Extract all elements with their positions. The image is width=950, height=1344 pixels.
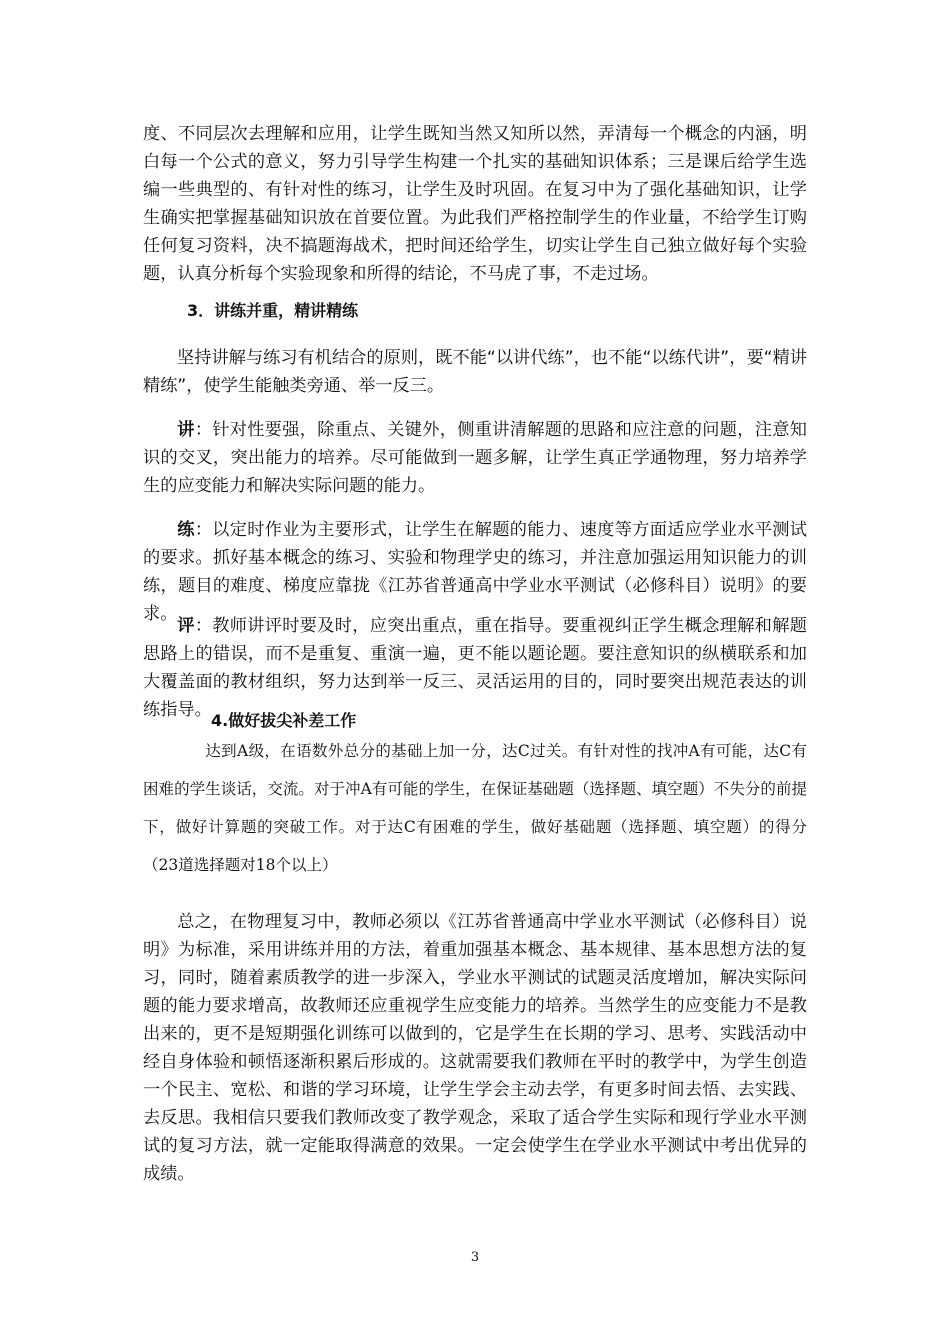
paragraph-basics: 度、不同层次去理解和应用，让学生既知当然又知所以然，弄清每一个概念的内涵，明白每一个公式的意义，努力引导学生构建一个扎实的基础知识体系；三是课后给学生选编一些典型的、有针对性的练习，让学生及时巩固。在复习中为了强化基础知识，让学生确实把掌握基础知识放在首要位置。为此我们严格控制学生的作业量，不给学生订购任何复习资料，决不搞题海战术，把时间还给学生，切实让学生自己独立做好每个实验题，认真分析每个实验现象和所得的结论，不马虎了事，不走过场。	[143, 124, 807, 284]
ping-label: 评	[177, 616, 195, 636]
lian-label: 练	[177, 520, 195, 540]
ping-text: ：教师讲评时要及时，应突出重点，重在指导。要重视纠正学生概念理解和解题思路上的错误，而不是重复、重演一遍，更不能以题论题。要注意知识的纵横联系和加大覆盖面的教材组织，努力达到举一反三、灵活运用的目的，同时要突出规范表达的训练指导。	[143, 616, 807, 720]
paragraph-principle-text: 坚持讲解与练习有机结合的原则，既不能“以讲代练”，也不能“以练代讲”，要“精讲精练”，使学生能触类旁通、举一反三。	[143, 348, 807, 396]
paragraph-top-students-text: 达到A级，在语数外总分的基础上加一分，达C过关。有针对性的找冲A有可能，达C有困难的学生谈话，交流。对于冲A有可能的学生，在保证基础题（选择题、填空题）不失分的前提下，做好计算题的突破工作。对于达C有困难的学生，做好基础题（选择题、填空题）的得分（23道选择题对18个以上）	[143, 742, 807, 874]
section-heading-4: 4.做好拔尖补差工作	[211, 711, 357, 730]
lian-text: ：以定时作业为主要形式，让学生在解题的能力、速度等方面适应学业水平测试的要求。抓好基本概念的练习、实验和物理学史的练习，并注意加强运用知识能力的训练，题目的难度、梯度应靠拢《江苏省普通高中学业水平测试（必修科目）说明》的要求。	[143, 520, 807, 624]
paragraph-principle	[143, 344, 807, 400]
page-number: 3	[470, 1250, 480, 1265]
paragraph-top-students	[143, 732, 807, 884]
paragraph-conclusion-text: 总之，在物理复习中，教师必须以《江苏省普通高中学业水平测试（必修科目）说明》为标准，采用讲练并用的方法，着重加强基本概念、基本规律、基本思想方法的复习，同时，随着素质教学的进一步深入，学业水平测试的试题灵活度增加，解决实际问题的能力要求增高，故教师还应重视学生应变能力的培养。当然学生的应变能力不是教出来的，更不是短期强化训练可以做到的，它是学生在长期的学习、思考、实践活动中经自身体验和顿悟逐渐积累后形成的。这就需要我们教师在平时的教学中，为学生创造一个民主、宽松、和谐的学习环境，让学生学会主动去学，有更多时间去悟、去实践、去反思。我相信只要我们教师改变了教学观念，采取了适合学生实际和现行学业水平测试的复习方法，就一定能取得满意的效果。一定会使学生在学业水平测试中考出优异的成绩。	[143, 912, 807, 1184]
jiang-text: ：针对性要强，除重点、关键外，侧重讲清解题的思路和应注意的问题，注意知识的交叉，突出能力的培养。尽可能做到一题多解，让学生真正学通物理，努力培养学生的应变能力和解决实际问题的能力。	[143, 420, 807, 496]
section-heading-3: 3．讲练并重，精讲精练	[187, 301, 359, 320]
paragraph-conclusion	[143, 908, 807, 1188]
paragraph-jiang	[143, 416, 807, 500]
jiang-label: 讲	[177, 420, 195, 440]
